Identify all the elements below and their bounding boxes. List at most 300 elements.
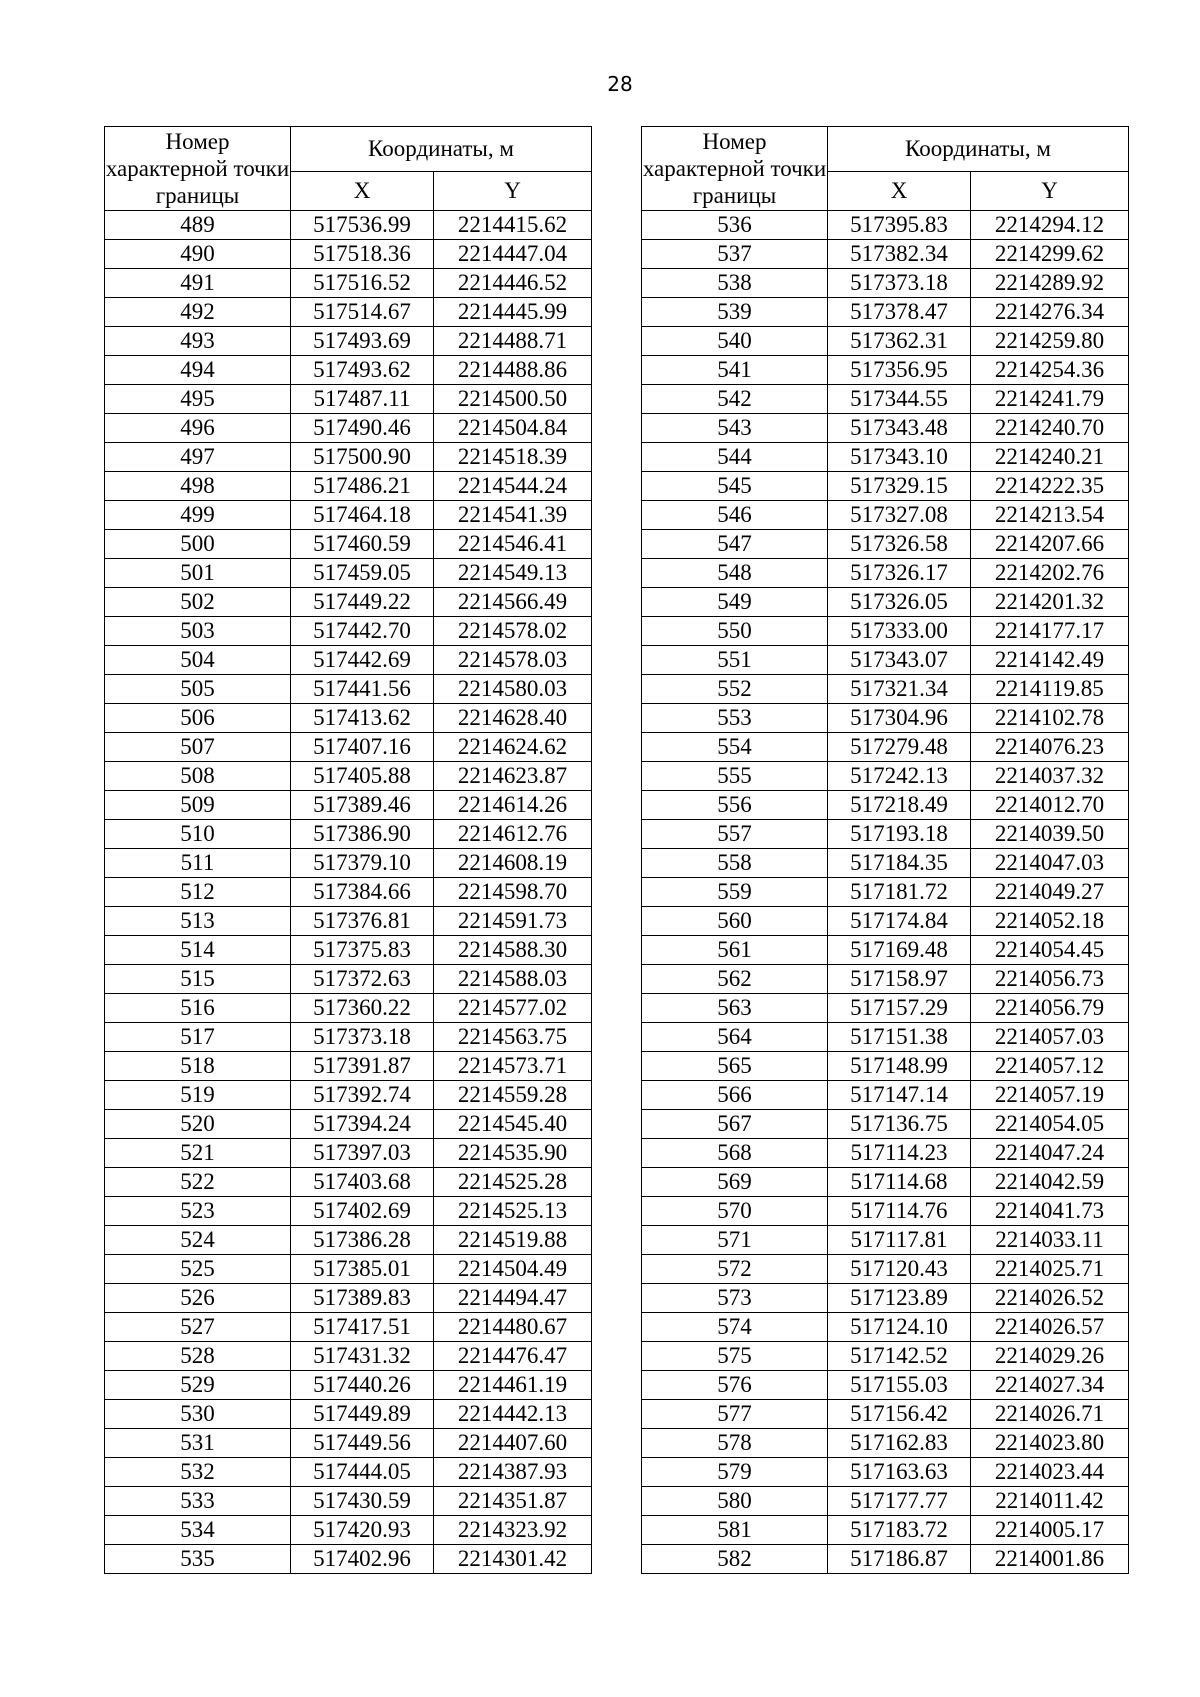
- cell-point-number: 554: [642, 733, 828, 762]
- table-row: [105, 588, 592, 617]
- cell-point-number: 582: [642, 1545, 828, 1574]
- table-row: [105, 878, 592, 907]
- cell-point-number: 511: [105, 849, 291, 878]
- table-row: [105, 1023, 592, 1052]
- cell-point-number: 540: [642, 327, 828, 356]
- cell-point-number: 506: [105, 704, 291, 733]
- cell-y: 2214254.36: [971, 356, 1129, 385]
- table-row: [642, 965, 1129, 994]
- cell-x: 517449.56: [291, 1429, 434, 1458]
- cell-y: 2214201.32: [971, 588, 1129, 617]
- coordinates-table-left: [104, 126, 592, 1574]
- cell-point-number: 539: [642, 298, 828, 327]
- cell-point-number: 572: [642, 1255, 828, 1284]
- cell-y: 2214488.86: [434, 356, 592, 385]
- header-y: Y: [971, 172, 1129, 211]
- cell-y: 2214142.49: [971, 646, 1129, 675]
- table-row: [642, 356, 1129, 385]
- table-row: [642, 1139, 1129, 1168]
- cell-point-number: 579: [642, 1458, 828, 1487]
- table-row: [642, 1400, 1129, 1429]
- cell-point-number: 524: [105, 1226, 291, 1255]
- cell-x: 517136.75: [828, 1110, 971, 1139]
- cell-point-number: 538: [642, 269, 828, 298]
- table-row: [105, 240, 592, 269]
- table-row: [105, 269, 592, 298]
- cell-x: 517360.22: [291, 994, 434, 1023]
- table-row: [105, 762, 592, 791]
- cell-y: 2214608.19: [434, 849, 592, 878]
- cell-point-number: 566: [642, 1081, 828, 1110]
- cell-y: 2214023.80: [971, 1429, 1129, 1458]
- cell-point-number: 546: [642, 501, 828, 530]
- cell-x: 517279.48: [828, 733, 971, 762]
- cell-y: 2214276.34: [971, 298, 1129, 327]
- table-row: [642, 675, 1129, 704]
- table-row: [105, 443, 592, 472]
- cell-point-number: 545: [642, 472, 828, 501]
- cell-point-number: 533: [105, 1487, 291, 1516]
- cell-point-number: 526: [105, 1284, 291, 1313]
- table-row: [105, 936, 592, 965]
- cell-y: 2214461.19: [434, 1371, 592, 1400]
- cell-point-number: 496: [105, 414, 291, 443]
- cell-point-number: 543: [642, 414, 828, 443]
- table-row: [642, 1110, 1129, 1139]
- header-x: X: [828, 172, 971, 211]
- cell-y: 2214102.78: [971, 704, 1129, 733]
- cell-x: 517486.21: [291, 472, 434, 501]
- cell-x: 517162.83: [828, 1429, 971, 1458]
- cell-x: 517397.03: [291, 1139, 434, 1168]
- cell-point-number: 558: [642, 849, 828, 878]
- cell-point-number: 534: [105, 1516, 291, 1545]
- cell-y: 2214445.99: [434, 298, 592, 327]
- table-row: [642, 1023, 1129, 1052]
- cell-point-number: 565: [642, 1052, 828, 1081]
- cell-x: 517326.05: [828, 588, 971, 617]
- cell-y: 2214480.67: [434, 1313, 592, 1342]
- table-row: [105, 820, 592, 849]
- table-body: [642, 211, 1129, 1574]
- table-row: [642, 211, 1129, 240]
- cell-x: 517460.59: [291, 530, 434, 559]
- table-row: [105, 211, 592, 240]
- cell-y: 2214504.84: [434, 414, 592, 443]
- table-row: [105, 994, 592, 1023]
- table-row: [642, 588, 1129, 617]
- table-row: [105, 1545, 592, 1574]
- cell-point-number: 528: [105, 1342, 291, 1371]
- table-row: [105, 675, 592, 704]
- cell-point-number: 493: [105, 327, 291, 356]
- cell-point-number: 559: [642, 878, 828, 907]
- cell-y: 2214544.24: [434, 472, 592, 501]
- cell-point-number: 518: [105, 1052, 291, 1081]
- cell-y: 2214207.66: [971, 530, 1129, 559]
- table-row: [105, 1487, 592, 1516]
- table-row: [105, 1139, 592, 1168]
- cell-y: 2214612.76: [434, 820, 592, 849]
- table-row: [105, 1429, 592, 1458]
- cell-point-number: 575: [642, 1342, 828, 1371]
- cell-x: 517514.67: [291, 298, 434, 327]
- table-row: [642, 849, 1129, 878]
- table-row: [105, 1342, 592, 1371]
- cell-point-number: 500: [105, 530, 291, 559]
- cell-x: 517500.90: [291, 443, 434, 472]
- cell-y: 2214240.70: [971, 414, 1129, 443]
- cell-x: 517148.99: [828, 1052, 971, 1081]
- cell-point-number: 568: [642, 1139, 828, 1168]
- cell-y: 2214559.28: [434, 1081, 592, 1110]
- cell-point-number: 507: [105, 733, 291, 762]
- header-x: X: [291, 172, 434, 211]
- cell-x: 517218.49: [828, 791, 971, 820]
- table-row: [642, 646, 1129, 675]
- cell-y: 2214545.40: [434, 1110, 592, 1139]
- cell-y: 2214049.27: [971, 878, 1129, 907]
- cell-x: 517464.18: [291, 501, 434, 530]
- cell-y: 2214026.52: [971, 1284, 1129, 1313]
- cell-point-number: 569: [642, 1168, 828, 1197]
- cell-x: 517442.70: [291, 617, 434, 646]
- cell-y: 2214387.93: [434, 1458, 592, 1487]
- cell-point-number: 514: [105, 936, 291, 965]
- cell-y: 2214299.62: [971, 240, 1129, 269]
- cell-x: 517147.14: [828, 1081, 971, 1110]
- cell-point-number: 520: [105, 1110, 291, 1139]
- table-row: [642, 327, 1129, 356]
- cell-y: 2214525.28: [434, 1168, 592, 1197]
- table-row: [105, 704, 592, 733]
- cell-point-number: 497: [105, 443, 291, 472]
- cell-x: 517123.89: [828, 1284, 971, 1313]
- table-row: [642, 501, 1129, 530]
- cell-y: 2214005.17: [971, 1516, 1129, 1545]
- cell-y: 2214442.13: [434, 1400, 592, 1429]
- table-row: [642, 617, 1129, 646]
- cell-y: 2214037.32: [971, 762, 1129, 791]
- cell-point-number: 495: [105, 385, 291, 414]
- cell-y: 2214039.50: [971, 820, 1129, 849]
- cell-y: 2214057.03: [971, 1023, 1129, 1052]
- cell-point-number: 504: [105, 646, 291, 675]
- header-coordinates: Координаты, м: [828, 127, 1129, 172]
- table-row: [105, 385, 592, 414]
- cell-x: 517487.11: [291, 385, 434, 414]
- cell-point-number: 560: [642, 907, 828, 936]
- cell-point-number: 536: [642, 211, 828, 240]
- cell-point-number: 527: [105, 1313, 291, 1342]
- cell-y: 2214578.03: [434, 646, 592, 675]
- cell-y: 2214047.03: [971, 849, 1129, 878]
- cell-x: 517372.63: [291, 965, 434, 994]
- table-row: [105, 1371, 592, 1400]
- cell-y: 2214222.35: [971, 472, 1129, 501]
- cell-point-number: 542: [642, 385, 828, 414]
- cell-x: 517518.36: [291, 240, 434, 269]
- table-row: [642, 298, 1129, 327]
- cell-x: 517151.38: [828, 1023, 971, 1052]
- cell-y: 2214011.42: [971, 1487, 1129, 1516]
- cell-y: 2214042.59: [971, 1168, 1129, 1197]
- cell-y: 2214504.49: [434, 1255, 592, 1284]
- cell-point-number: 556: [642, 791, 828, 820]
- table-row: [642, 472, 1129, 501]
- cell-x: 517242.13: [828, 762, 971, 791]
- cell-point-number: 553: [642, 704, 828, 733]
- cell-y: 2214259.80: [971, 327, 1129, 356]
- table-row: [105, 530, 592, 559]
- cell-y: 2214056.73: [971, 965, 1129, 994]
- cell-x: 517431.32: [291, 1342, 434, 1371]
- cell-x: 517386.28: [291, 1226, 434, 1255]
- cell-x: 517449.89: [291, 1400, 434, 1429]
- cell-y: 2214026.57: [971, 1313, 1129, 1342]
- cell-x: 517389.46: [291, 791, 434, 820]
- cell-x: 517493.62: [291, 356, 434, 385]
- table-row: [642, 1458, 1129, 1487]
- cell-y: 2214351.87: [434, 1487, 592, 1516]
- table-row: [642, 1313, 1129, 1342]
- cell-y: 2214525.13: [434, 1197, 592, 1226]
- cell-x: 517114.68: [828, 1168, 971, 1197]
- cell-point-number: 502: [105, 588, 291, 617]
- table-row: [642, 1371, 1129, 1400]
- cell-x: 517114.76: [828, 1197, 971, 1226]
- table-row: [642, 1429, 1129, 1458]
- table-row: [642, 1052, 1129, 1081]
- page-number: 28: [607, 72, 633, 96]
- cell-point-number: 570: [642, 1197, 828, 1226]
- cell-x: 517333.00: [828, 617, 971, 646]
- table-row: [642, 385, 1129, 414]
- cell-x: 517444.05: [291, 1458, 434, 1487]
- cell-point-number: 557: [642, 820, 828, 849]
- cell-point-number: 532: [105, 1458, 291, 1487]
- header-coordinates: Координаты, м: [291, 127, 592, 172]
- table-row: [105, 907, 592, 936]
- table-row: [105, 1458, 592, 1487]
- cell-y: 2214301.42: [434, 1545, 592, 1574]
- cell-point-number: 517: [105, 1023, 291, 1052]
- table-row: [105, 356, 592, 385]
- cell-point-number: 535: [105, 1545, 291, 1574]
- table-row: [642, 1342, 1129, 1371]
- cell-y: 2214488.71: [434, 327, 592, 356]
- cell-y: 2214546.41: [434, 530, 592, 559]
- cell-x: 517193.18: [828, 820, 971, 849]
- cell-x: 517356.95: [828, 356, 971, 385]
- cell-point-number: 563: [642, 994, 828, 1023]
- cell-x: 517459.05: [291, 559, 434, 588]
- table-row: [642, 704, 1129, 733]
- cell-y: 2214047.24: [971, 1139, 1129, 1168]
- cell-y: 2214447.04: [434, 240, 592, 269]
- cell-point-number: 531: [105, 1429, 291, 1458]
- table-row: [642, 443, 1129, 472]
- cell-x: 517343.07: [828, 646, 971, 675]
- cell-x: 517379.10: [291, 849, 434, 878]
- table-row: [105, 327, 592, 356]
- cell-x: 517395.83: [828, 211, 971, 240]
- cell-point-number: 519: [105, 1081, 291, 1110]
- cell-y: 2214202.76: [971, 559, 1129, 588]
- cell-x: 517384.66: [291, 878, 434, 907]
- table-row: [642, 907, 1129, 936]
- cell-point-number: 522: [105, 1168, 291, 1197]
- cell-y: 2214563.75: [434, 1023, 592, 1052]
- cell-y: 2214029.26: [971, 1342, 1129, 1371]
- cell-x: 517389.83: [291, 1284, 434, 1313]
- cell-y: 2214294.12: [971, 211, 1129, 240]
- cell-y: 2214588.30: [434, 936, 592, 965]
- cell-x: 517382.34: [828, 240, 971, 269]
- table-row: [105, 1197, 592, 1226]
- cell-point-number: 552: [642, 675, 828, 704]
- table-row: [105, 1168, 592, 1197]
- cell-x: 517449.22: [291, 588, 434, 617]
- cell-y: 2214614.26: [434, 791, 592, 820]
- cell-y: 2214598.70: [434, 878, 592, 907]
- cell-point-number: 548: [642, 559, 828, 588]
- coordinates-table-right: [641, 126, 1129, 1574]
- table-row: [642, 1081, 1129, 1110]
- table-row: [105, 472, 592, 501]
- table-row: [642, 269, 1129, 298]
- header-point-number: Номер характерной точки границы: [642, 127, 828, 211]
- cell-x: 517169.48: [828, 936, 971, 965]
- cell-x: 517186.87: [828, 1545, 971, 1574]
- cell-y: 2214026.71: [971, 1400, 1129, 1429]
- cell-y: 2214119.85: [971, 675, 1129, 704]
- cell-point-number: 521: [105, 1139, 291, 1168]
- cell-x: 517402.96: [291, 1545, 434, 1574]
- cell-point-number: 551: [642, 646, 828, 675]
- cell-point-number: 509: [105, 791, 291, 820]
- table-row: [642, 530, 1129, 559]
- cell-x: 517158.97: [828, 965, 971, 994]
- cell-point-number: 537: [642, 240, 828, 269]
- cell-x: 517441.56: [291, 675, 434, 704]
- cell-x: 517378.47: [828, 298, 971, 327]
- cell-x: 517157.29: [828, 994, 971, 1023]
- cell-point-number: 513: [105, 907, 291, 936]
- cell-point-number: 503: [105, 617, 291, 646]
- cell-y: 2214041.73: [971, 1197, 1129, 1226]
- cell-y: 2214535.90: [434, 1139, 592, 1168]
- cell-x: 517385.01: [291, 1255, 434, 1284]
- header-point-number: Номер характерной точки границы: [105, 127, 291, 211]
- cell-y: 2214588.03: [434, 965, 592, 994]
- table-row: [642, 762, 1129, 791]
- cell-y: 2214573.71: [434, 1052, 592, 1081]
- table-row: [105, 617, 592, 646]
- table-row: [105, 1284, 592, 1313]
- cell-x: 517394.24: [291, 1110, 434, 1139]
- cell-point-number: 515: [105, 965, 291, 994]
- cell-point-number: 512: [105, 878, 291, 907]
- cell-x: 517373.18: [828, 269, 971, 298]
- cell-point-number: 529: [105, 1371, 291, 1400]
- cell-x: 517155.03: [828, 1371, 971, 1400]
- cell-x: 517124.10: [828, 1313, 971, 1342]
- table-row: [642, 1545, 1129, 1574]
- cell-y: 2214541.39: [434, 501, 592, 530]
- cell-x: 517402.69: [291, 1197, 434, 1226]
- cell-x: 517304.96: [828, 704, 971, 733]
- cell-x: 517407.16: [291, 733, 434, 762]
- cell-y: 2214023.44: [971, 1458, 1129, 1487]
- table-row: [642, 1197, 1129, 1226]
- cell-y: 2214177.17: [971, 617, 1129, 646]
- cell-x: 517174.84: [828, 907, 971, 936]
- cell-point-number: 567: [642, 1110, 828, 1139]
- cell-x: 517181.72: [828, 878, 971, 907]
- cell-point-number: 562: [642, 965, 828, 994]
- cell-y: 2214213.54: [971, 501, 1129, 530]
- table-row: [642, 1226, 1129, 1255]
- table-row: [105, 298, 592, 327]
- cell-x: 517391.87: [291, 1052, 434, 1081]
- cell-point-number: 530: [105, 1400, 291, 1429]
- table-row: [642, 559, 1129, 588]
- table-row: [642, 733, 1129, 762]
- cell-y: 2214628.40: [434, 704, 592, 733]
- table-row: [105, 646, 592, 675]
- cell-x: 517376.81: [291, 907, 434, 936]
- cell-point-number: 525: [105, 1255, 291, 1284]
- cell-x: 517183.72: [828, 1516, 971, 1545]
- cell-y: 2214446.52: [434, 269, 592, 298]
- cell-y: 2214025.71: [971, 1255, 1129, 1284]
- table-row: [642, 414, 1129, 443]
- cell-y: 2214012.70: [971, 791, 1129, 820]
- cell-y: 2214407.60: [434, 1429, 592, 1458]
- table-row: [642, 1284, 1129, 1313]
- cell-x: 517392.74: [291, 1081, 434, 1110]
- cell-y: 2214566.49: [434, 588, 592, 617]
- cell-x: 517403.68: [291, 1168, 434, 1197]
- table-row: [105, 791, 592, 820]
- cell-x: 517430.59: [291, 1487, 434, 1516]
- table-row: [642, 791, 1129, 820]
- cell-point-number: 516: [105, 994, 291, 1023]
- cell-y: 2214500.50: [434, 385, 592, 414]
- cell-y: 2214518.39: [434, 443, 592, 472]
- table-row: [105, 733, 592, 762]
- cell-y: 2214241.79: [971, 385, 1129, 414]
- cell-x: 517326.17: [828, 559, 971, 588]
- cell-point-number: 576: [642, 1371, 828, 1400]
- cell-x: 517442.69: [291, 646, 434, 675]
- table-row: [642, 1487, 1129, 1516]
- table-row: [105, 1313, 592, 1342]
- cell-x: 517362.31: [828, 327, 971, 356]
- cell-y: 2214054.45: [971, 936, 1129, 965]
- cell-y: 2214289.92: [971, 269, 1129, 298]
- cell-x: 517327.08: [828, 501, 971, 530]
- table-row: [105, 414, 592, 443]
- cell-point-number: 544: [642, 443, 828, 472]
- cell-y: 2214027.34: [971, 1371, 1129, 1400]
- table-row: [642, 240, 1129, 269]
- cell-x: 517142.52: [828, 1342, 971, 1371]
- table-row: [105, 965, 592, 994]
- cell-x: 517405.88: [291, 762, 434, 791]
- table-row: [105, 1226, 592, 1255]
